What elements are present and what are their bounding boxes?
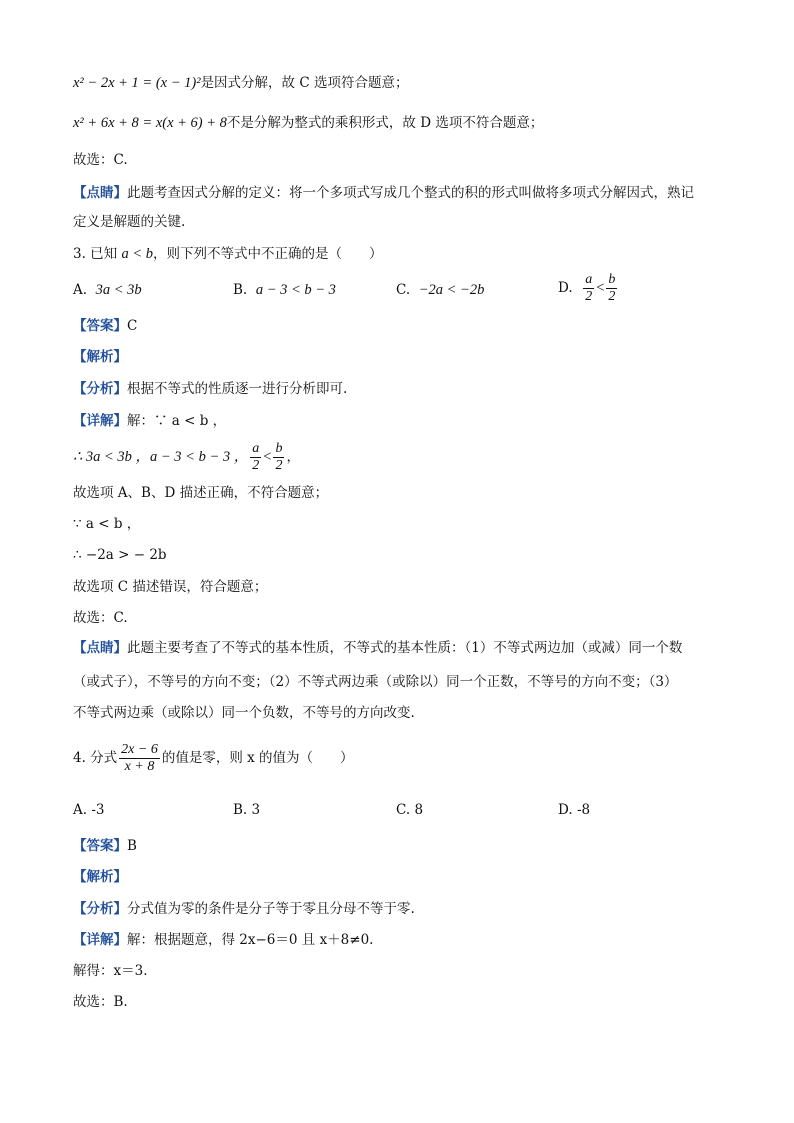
q4-analysis-tag: 【解析】 bbox=[73, 869, 127, 885]
q3-option-a: A. 3a < 3b bbox=[73, 282, 142, 298]
fraction: $\frac{2x - 6}{x + 8}$ bbox=[121, 742, 158, 774]
q2-choose: 故选：C. bbox=[73, 152, 128, 168]
q3-option-d: D. $\frac{a}{2}$ < $\frac{b}{2}$ bbox=[558, 272, 616, 304]
fraction: $\frac{b}{2}$ bbox=[608, 272, 616, 304]
q4-detail: 【详解】解：根据题意，得 2x−6＝0 且 x＋8≠0. bbox=[73, 932, 374, 948]
comment-tag: 【点睛】 bbox=[73, 185, 127, 201]
q3-analysis-tag: 【解析】 bbox=[73, 349, 127, 365]
q4-fenxi: 【分析】分式值为零的条件是分子等于零且分母不等于零. bbox=[73, 901, 415, 917]
q3-comment-line1: 【点睛】此题主要考查了不等式的基本性质，不等式的基本性质：（1）不等式两边加（或减）同一个数 bbox=[73, 640, 683, 656]
q3-detail-line4: ∵ a < b ， bbox=[73, 516, 141, 532]
q3-option-b: B. a − 3 < b − 3 bbox=[233, 282, 336, 298]
q4-stem: 4. 分式 $\frac{2x - 6}{x + 8}$ 的值是零，则 x 的值为（ ） bbox=[73, 742, 354, 774]
q4-solve: 解得：x＝3. bbox=[73, 963, 148, 979]
q4-option-c: C. 8 bbox=[396, 802, 424, 818]
q3-fenxi: 【分析】根据不等式的性质逐一进行分析即可. bbox=[73, 381, 348, 397]
q3-detail-line3: 故选项 A、B、D 描述正确，不符合题意； bbox=[73, 485, 329, 501]
fraction: $\frac{a}{2}$ bbox=[252, 441, 260, 473]
q4-option-b: B. 3 bbox=[233, 802, 261, 818]
q3-detail-line7: 故选：C. bbox=[73, 610, 128, 626]
q3-answer: 【答案】C bbox=[73, 318, 138, 334]
q4-answer: 【答案】B bbox=[73, 838, 137, 854]
q3-detail-line6: 故选项 C 描述错误，符合题意； bbox=[73, 579, 268, 595]
q4-choose: 故选：B. bbox=[73, 994, 128, 1010]
q3-detail-intro: 【详解】解：∵ a < b ， bbox=[73, 413, 227, 429]
q2-option-c-analysis: x² − 2x + 1 = (x − 1)²是因式分解，故 C 选项符合题意； bbox=[73, 75, 409, 91]
fraction: $\frac{a}{2}$ bbox=[585, 272, 593, 304]
q3-stem: 3. 已知 a < b，则下列不等式中不正确的是（ ） bbox=[73, 246, 383, 262]
q2-comment-line2: 定义是解题的关键. bbox=[73, 214, 186, 230]
q4-option-a: A. -3 bbox=[73, 802, 105, 818]
q2-comment-line1: 【点睛】此题考查因式分解的定义：将一个多项式写成几个整式的积的形式叫做将多项式分解因式，熟记 bbox=[73, 185, 694, 201]
q2-option-d-analysis: x² + 6x + 8 = x(x + 6) + 8不是分解为整式的乘积形式，故 D 选项不符合题意； bbox=[73, 115, 544, 131]
q3-detail-line2: ∴ 3a < 3b ，a − 3 < b − 3 ， $\frac{a}{2}$ < $\frac{b}{2}$ ， bbox=[73, 441, 300, 473]
fraction: $\frac{b}{2}$ bbox=[275, 441, 283, 473]
q3-comment-line3: 不等式两边乘（或除以）同一个负数，不等号的方向改变. bbox=[73, 705, 415, 721]
q3-comment-line2: （或式子），不等号的方向不变；（2）不等式两边乘（或除以）同一个正数，不等号的方向不变；（3） bbox=[73, 674, 678, 690]
q4-option-d: D. -8 bbox=[558, 802, 591, 818]
q3-option-c: C. −2a < −2b bbox=[396, 282, 485, 298]
q3-detail-line5: ∴ −2a > − 2b bbox=[73, 547, 167, 563]
